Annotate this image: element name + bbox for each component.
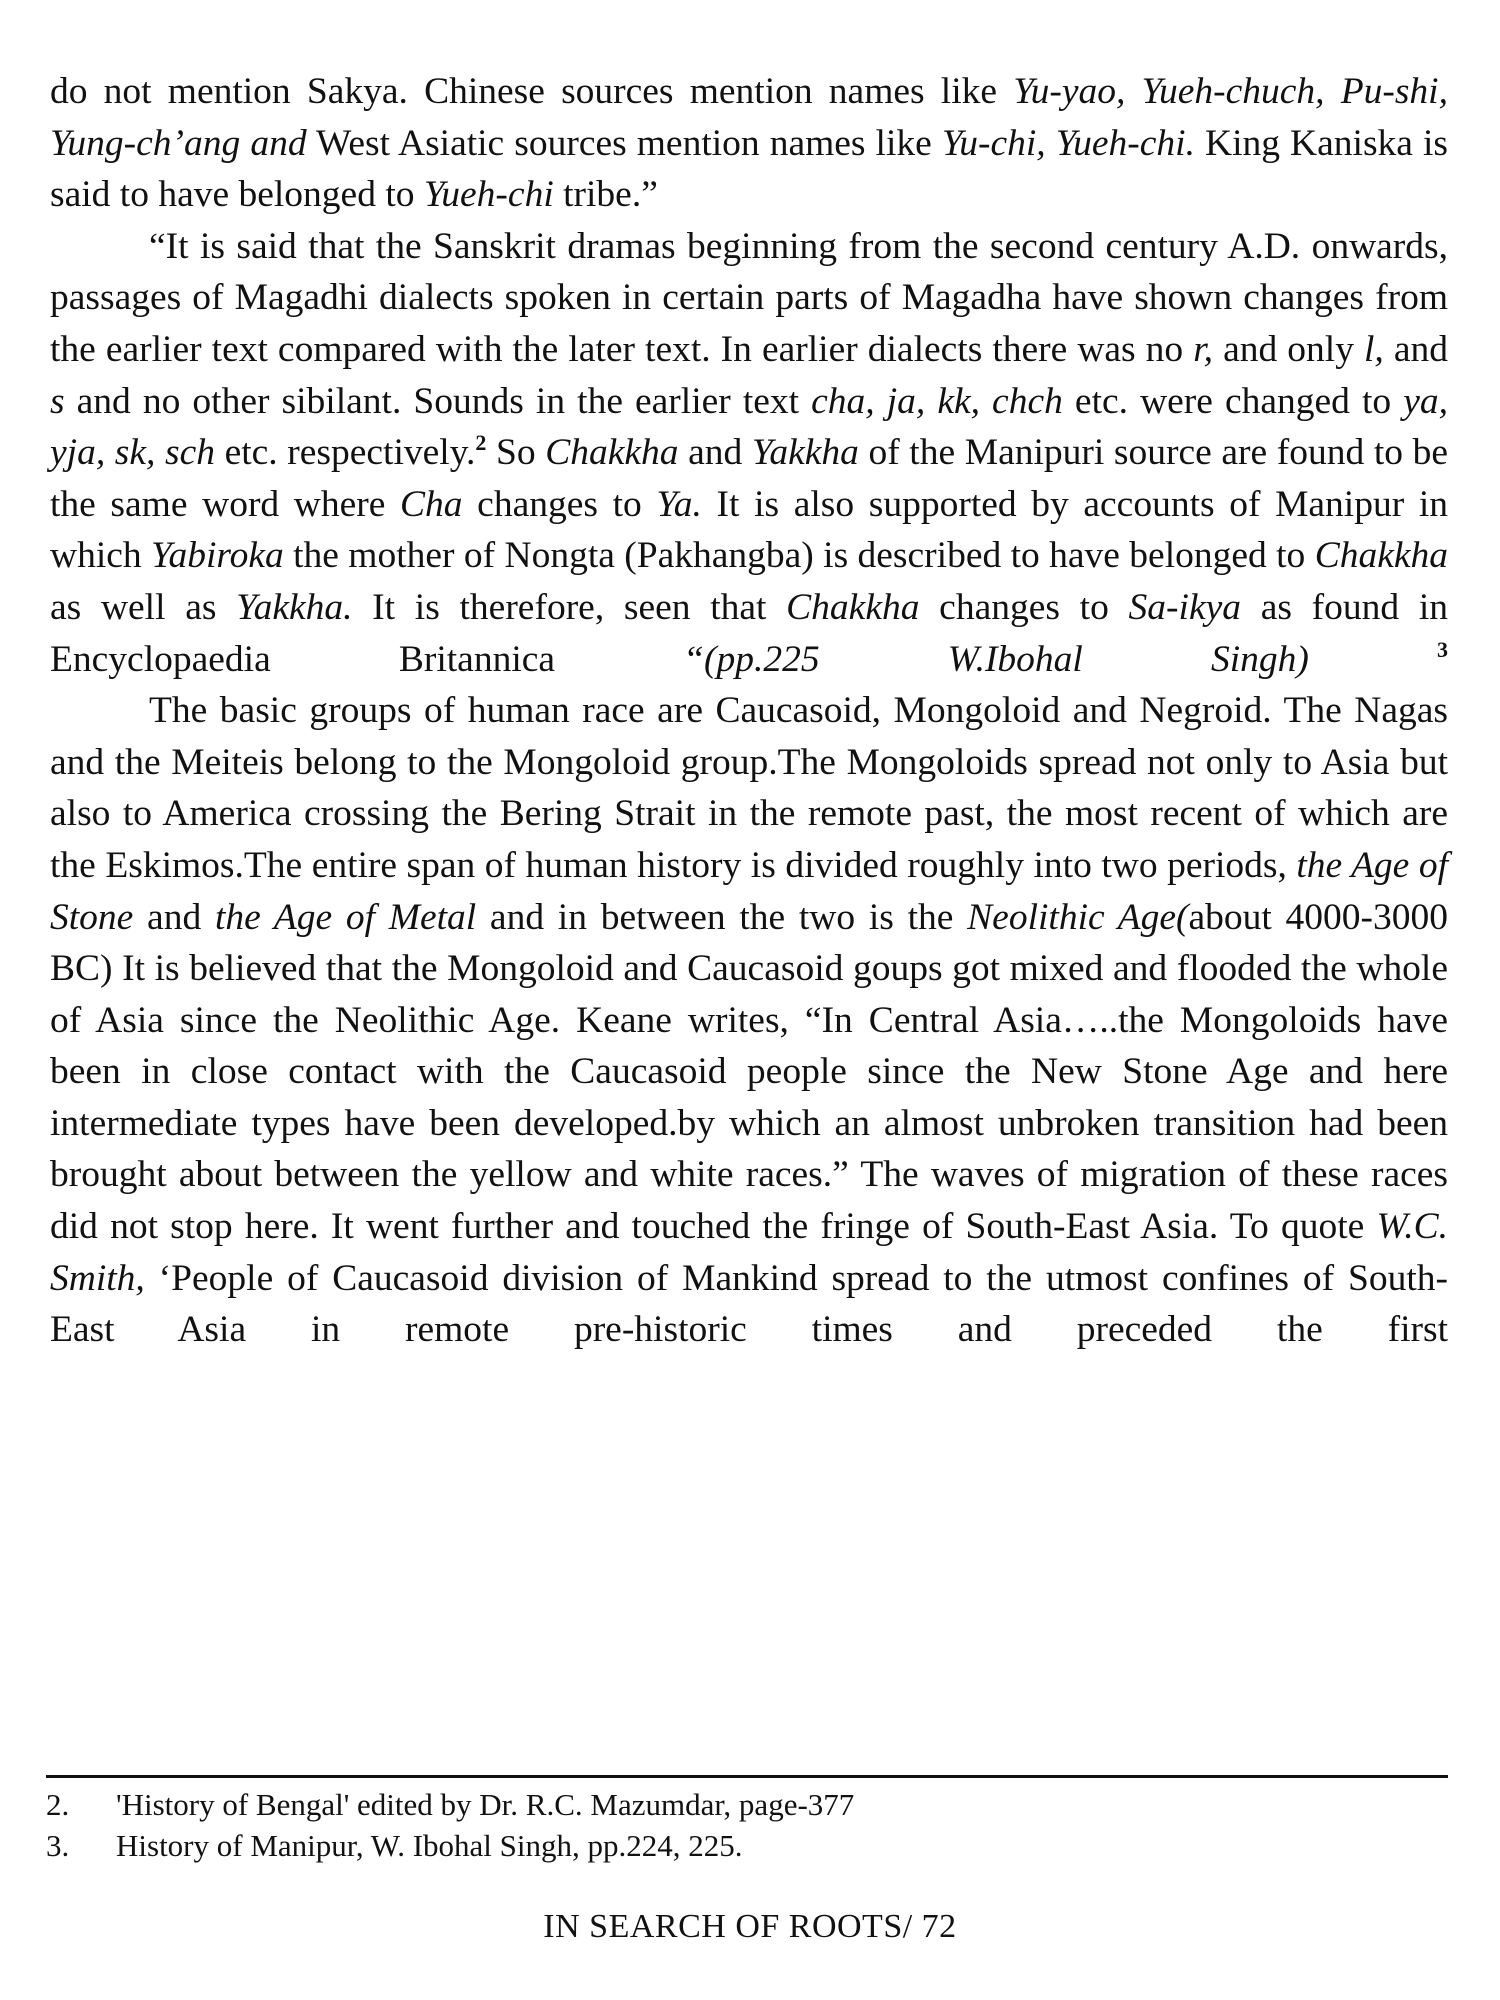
text-run xyxy=(1309,639,1437,680)
italic-text: Chakkha xyxy=(1314,535,1448,577)
italic-text: Ya. xyxy=(656,483,702,525)
italic-text: Yu-yao, Yueh-chuch, Pu-shi, Yung-ch’ang and xyxy=(50,71,1448,164)
text-run: changes to xyxy=(462,483,657,525)
footnote-number: 2. xyxy=(46,1787,70,1822)
text-run: and no other sibilant. Sounds in the earlier text xyxy=(64,380,812,422)
italic-text: Yabiroka xyxy=(151,535,284,577)
text-run: etc. respectively. xyxy=(215,432,476,474)
text-run: the mother of Nongta (Pakhangba) is described to have belonged to xyxy=(283,535,1315,577)
text-run: ‘People of Caucasoid division of Mankind spread to the utmost confines of South-East Asia in remote pre-historic times and preceded the first xyxy=(50,1257,1448,1351)
italic-text: Neolithic Age( xyxy=(967,896,1189,938)
footnote-number: 3. xyxy=(46,1828,70,1863)
text-run: West Asiatic sources mention names like xyxy=(306,122,942,164)
text-run: as found in Encyclopaedia Britannica xyxy=(50,586,1448,680)
text-run: etc. were changed to xyxy=(1062,380,1404,422)
text-run: tribe.” xyxy=(553,174,658,216)
footnote-3 xyxy=(46,1825,1448,1866)
text-run: about 4000-3000 BC) It is believed that the Mongoloid and Caucasoid goups got mixed and flooded the whole of Asia since the Neolithic Age. Keane writes, “In Central Asia…..the Mongoloids have been in close contact with the Caucasoid people since the New Stone Age and here intermediate types have been developed.by which an almost unbroken transition had been brought about between the yellow and white races.” The waves of migration of these races did not stop here. It went further and touched the fringe of South-East Asia. To quote xyxy=(50,896,1449,1248)
italic-text: W.C. Smith, xyxy=(50,1206,1448,1299)
text-run: do not mention Sakya. Chinese sources mention names like xyxy=(50,71,1014,112)
footnote-ref: 2 xyxy=(475,430,487,456)
text-run: King Kaniska is said to have belonged to xyxy=(50,122,1448,216)
text-run: So xyxy=(486,432,546,474)
paragraph-1 xyxy=(50,66,1448,221)
footnote-text: History of Manipur, W. Ibohal Singh, pp.224, 225. xyxy=(116,1828,743,1863)
text-run: It is therefore, seen that xyxy=(352,586,787,628)
paragraph-2 xyxy=(50,221,1448,685)
text-run: “It is said that the Sanskrit dramas beginning from the second century A.D. onwards, passages of Magadhi dialects spoken in certain parts of Magadha have shown changes from the earlier text compared with the later text. In earlier dialects there was no xyxy=(50,225,1448,370)
text-run: as well as xyxy=(50,586,237,628)
text-run: and only xyxy=(1213,328,1364,370)
italic-text: Yueh-chi xyxy=(423,174,554,216)
footnote-2 xyxy=(46,1784,1448,1825)
italic-text: “(pp.225 W.Ibohal Singh) xyxy=(683,638,1309,680)
footnote-text: 'History of Bengal' edited by Dr. R.C. Mazumdar, page-377 xyxy=(116,1787,855,1822)
italic-text: r, xyxy=(1193,328,1214,370)
text-run: and xyxy=(1383,328,1448,370)
italic-text: cha, ja, kk, chch xyxy=(811,380,1063,422)
italic-text: Yakkha xyxy=(751,432,859,474)
text-run: and xyxy=(133,896,215,938)
italic-text: Chakkha xyxy=(786,586,920,628)
body-text xyxy=(50,66,1448,1356)
text-run: The basic groups of human race are Caucasoid, Mongoloid and Negroid. The Nagas and the Meiteis belong to the Mongoloid group.The Mongoloids spread not only to Asia but also to America crossing the Bering Strait in the remote past, the most recent of which are the Eskimos.The entire span of human history is divided roughly into two periods, xyxy=(50,690,1448,886)
italic-text: ya, yja, sk, sch xyxy=(50,380,1449,474)
italic-text: Yu-chi, Yueh-chi. xyxy=(941,122,1195,164)
text-run: It is also supported by accounts of Manipur in which xyxy=(50,483,1449,577)
text-run: and xyxy=(678,432,752,474)
footnote-ref: 3 xyxy=(1437,636,1449,662)
italic-text: the Age of Stone xyxy=(50,844,1448,938)
text-run: of the Manipuri source are found to be the same word where xyxy=(50,432,1449,525)
page-footer: IN SEARCH OF ROOTS/ 72 xyxy=(543,1908,957,1945)
italic-text: s xyxy=(50,380,65,422)
text-run: and in between the two is the xyxy=(476,896,968,938)
footnotes xyxy=(46,1775,1448,1866)
italic-text: the Age of Metal xyxy=(214,896,477,938)
paragraph-3 xyxy=(50,685,1448,1356)
italic-text: Yakkha. xyxy=(236,586,353,628)
italic-text: l, xyxy=(1364,328,1384,370)
text-run: changes to xyxy=(919,586,1129,628)
italic-text: Chakkha xyxy=(545,432,679,474)
italic-text: Cha xyxy=(400,483,463,525)
italic-text: Sa-ikya xyxy=(1128,586,1241,628)
